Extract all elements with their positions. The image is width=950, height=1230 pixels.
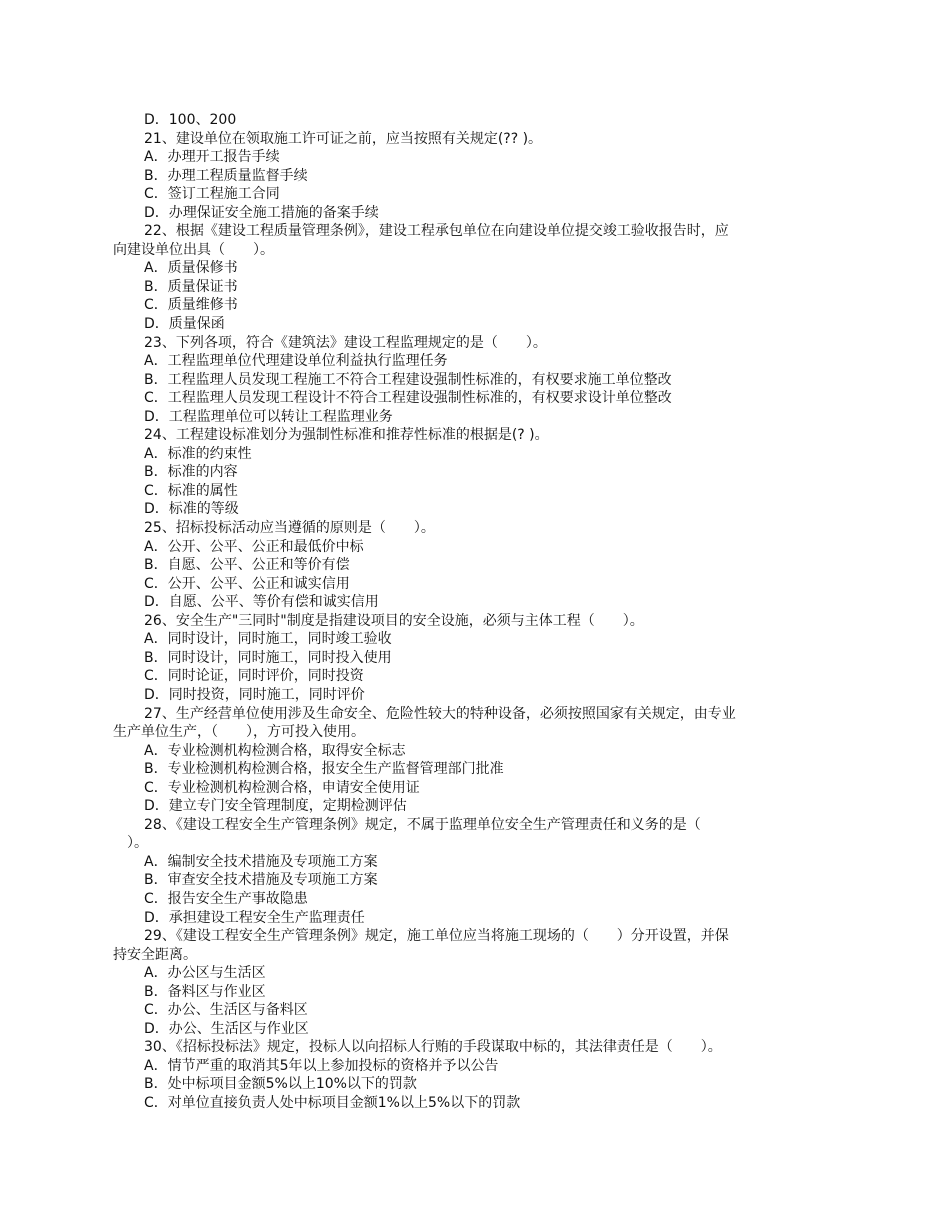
option-line: B．处中标项目金额5%以上10%以下的罚款 — [144, 1076, 417, 1093]
option-line: A．同时设计，同时施工，同时竣工验收 — [144, 631, 392, 648]
option-line: A．编制安全技术措施及专项施工方案 — [144, 853, 378, 870]
option-line: B．办理工程质量监督手续 — [144, 167, 308, 184]
option-line: B．自愿、公平、公正和等价有偿 — [144, 557, 350, 574]
option-line: B．同时设计，同时施工，同时投入使用 — [144, 649, 392, 666]
question-continuation-line: 生产单位生产，（ ），方可投入使用。 — [113, 724, 365, 741]
question-line: 22、根据《建设工程质量管理条例》，建设工程承包单位在向建设单位提交竣工验收报告时，应 — [144, 223, 729, 240]
option-line: D．质量保函 — [144, 316, 225, 333]
option-line: B．审查安全技术措施及专项施工方案 — [144, 872, 378, 889]
option-line: A．质量保修书 — [144, 260, 238, 277]
option-line: A．办公区与生活区 — [144, 965, 266, 982]
question-line: 27、生产经营单位使用涉及生命安全、危险性较大的特种设备，必须按照国家有关规定，由专业 — [144, 705, 736, 722]
option-line: A．标准的约束性 — [144, 445, 252, 462]
question-line: 30、《招标投标法》规定，投标人以向招标人行贿的手段谋取中标的，其法律责任是（ ）。 — [144, 1039, 722, 1056]
question-line: 28、《建设工程安全生产管理条例》规定，不属于监理单位安全生产管理责任和义务的是（ — [144, 816, 701, 833]
option-line: C．公开、公平、公正和诚实信用 — [144, 575, 350, 592]
option-line: A．专业检测机构检测合格，取得安全标志 — [144, 742, 406, 759]
question-continuation-line: 向建设单位出具（ ）。 — [113, 241, 274, 258]
option-line: D．自愿、公平、等价有偿和诚实信用 — [144, 594, 379, 611]
option-line: D．承担建设工程安全生产监理责任 — [144, 909, 365, 926]
question-line: 24、工程建设标准划分为强制性标准和推荐性标准的根据是(? )。 — [144, 427, 549, 444]
option-line: C．报告安全生产事故隐患 — [144, 890, 308, 907]
option-line: D．标准的等级 — [144, 501, 239, 518]
option-line: A．工程监理单位代理建设单位利益执行监理任务 — [144, 353, 448, 370]
option-line: D．同时投资，同时施工，同时评价 — [144, 686, 365, 703]
option-line: A．情节严重的取消其5年以上参加投标的资格并予以公告 — [144, 1057, 499, 1074]
option-line: C．专业检测机构检测合格，申请安全使用证 — [144, 779, 420, 796]
option-line: B．质量保证书 — [144, 278, 238, 295]
option-line: B．备料区与作业区 — [144, 983, 266, 1000]
option-line: D．工程监理单位可以转让工程监理业务 — [144, 408, 393, 425]
option-line: C．对单位直接负责人处中标项目金额1%以上5%以下的罚款 — [144, 1094, 521, 1111]
option-line: A．公开、公平、公正和最低价中标 — [144, 538, 364, 555]
question-continuation-line: 持安全距离。 — [113, 946, 197, 963]
question-line: 21、建设单位在领取施工许可证之前，应当按照有关规定(?? )。 — [144, 130, 543, 147]
option-line: B．专业检测机构检测合格，报安全生产监督管理部门批准 — [144, 761, 504, 778]
option-line: C．质量维修书 — [144, 297, 238, 314]
option-line: C．工程监理人员发现工程设计不符合工程建设强制性标准的，有权要求设计单位整改 — [144, 390, 672, 407]
document-page — [113, 111, 838, 1113]
option-line: D．100、200 — [144, 112, 237, 128]
option-line: D．办公、生活区与作业区 — [144, 1020, 309, 1037]
question-line: 25、招标投标活动应当遵循的原则是（ ）。 — [144, 520, 435, 537]
question-continuation-line: ）。 — [113, 835, 148, 852]
option-line: C．同时论证，同时评价，同时投资 — [144, 668, 364, 685]
option-line: B．工程监理人员发现工程施工不符合工程建设强制性标准的，有权要求施工单位整改 — [144, 371, 672, 388]
option-line: C．办公、生活区与备料区 — [144, 1002, 308, 1019]
question-line: 26、安全生产"三同时"制度是指建设项目的安全设施，必须与主体工程（ ）。 — [144, 612, 644, 629]
option-line: D．办理保证安全施工措施的备案手续 — [144, 204, 379, 221]
option-line: C．签订工程施工合同 — [144, 186, 280, 203]
option-line: D．建立专门安全管理制度，定期检测评估 — [144, 798, 407, 815]
question-line: 29、《建设工程安全生产管理条例》规定，施工单位应当将施工现场的（ ）分开设置，并保 — [144, 928, 729, 945]
question-line: 23、下列各项，符合《建筑法》建设工程监理规定的是（ ）。 — [144, 334, 547, 351]
option-line: B．标准的内容 — [144, 464, 238, 481]
option-line: A．办理开工报告手续 — [144, 149, 280, 166]
option-line: C．标准的属性 — [144, 482, 238, 499]
